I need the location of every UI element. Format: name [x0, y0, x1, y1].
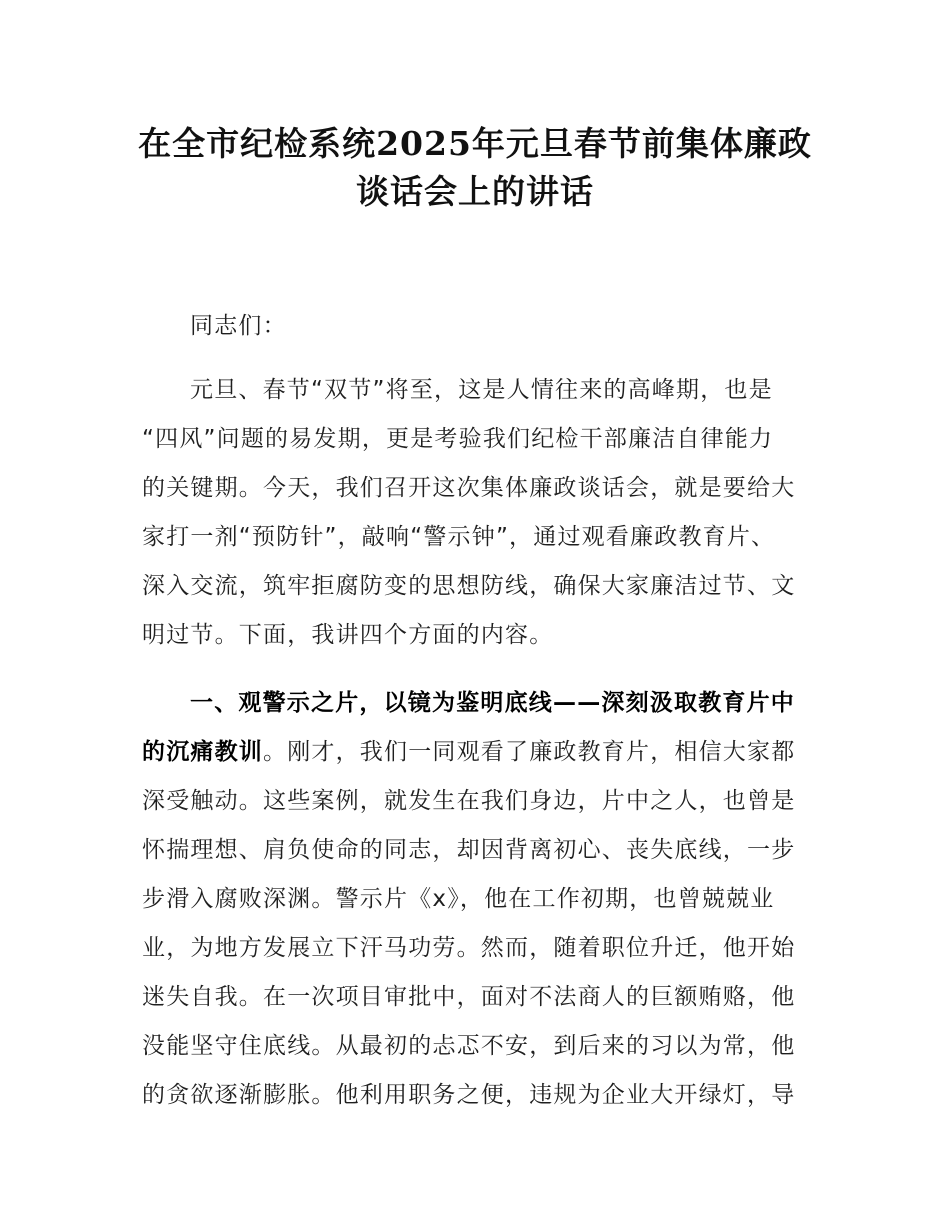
section-1-line-8: 的贪欲逐渐膨胀。他利用职务之便，违规为企业大开绿灯，导 [142, 1082, 796, 1108]
paragraph-1-line-4: 家打一剂“预防针”，敲响“警示钟”，通过观看廉政教育片、 [142, 524, 776, 550]
paragraph-1-line-3: 的关键期。今天，我们召开这次集体廉政谈话会，就是要给大 [142, 475, 796, 501]
paragraph-1-line-2: “四风”问题的易发期，更是考验我们纪检干部廉洁自律能力 [142, 426, 774, 452]
section-1-heading-part-2: 的沉痛教训 [142, 739, 263, 765]
paragraph-1-line-1: 元旦、春节“双节”将至，这是人情往来的高峰期，也是 [190, 377, 773, 403]
section-1-first-line-text: 。刚才，我们一同观看了廉政教育片，相信大家都 [263, 739, 796, 765]
paragraph-1-line-6: 明过节。下面，我讲四个方面的内容。 [142, 622, 554, 648]
section-1-line-4: 步滑入腐败深渊。警示片《x》，他在工作初期，也曾兢兢业 [142, 886, 775, 912]
section-1-line-6: 迷失自我。在一次项目审批中，面对不法商人的巨额贿赂，他 [142, 984, 796, 1010]
section-1-line-5: 业，为地方发展立下汗马功劳。然而，随着职位升迁，他开始 [142, 935, 796, 961]
paragraph-1-line-5: 深入交流，筑牢拒腐防变的思想防线，确保大家廉洁过节、文 [142, 573, 796, 599]
section-1-heading-line-1 [190, 688, 890, 718]
section-1-line-3: 怀揣理想、肩负使命的同志，却因背离初心、丧失底线，一步 [142, 837, 796, 863]
document-title-line-2: 谈话会上的讲话 [356, 172, 594, 211]
section-1-line-2: 深受触动。这些案例，就发生在我们身边，片中之人，也曾是 [142, 788, 796, 814]
section-1-line-7: 没能坚守住底线。从最初的忐忑不安，到后来的习以为常，他 [142, 1033, 796, 1059]
section-1-line-1 [142, 737, 842, 767]
section-1-heading-part-1: 一、观警示之片，以镜为鉴明底线——深刻汲取教育片中 [190, 690, 795, 716]
salutation: 同志们： [190, 313, 287, 339]
document-title-line-1: 在全市纪检系统2025年元旦春节前集体廉政 [138, 124, 812, 163]
